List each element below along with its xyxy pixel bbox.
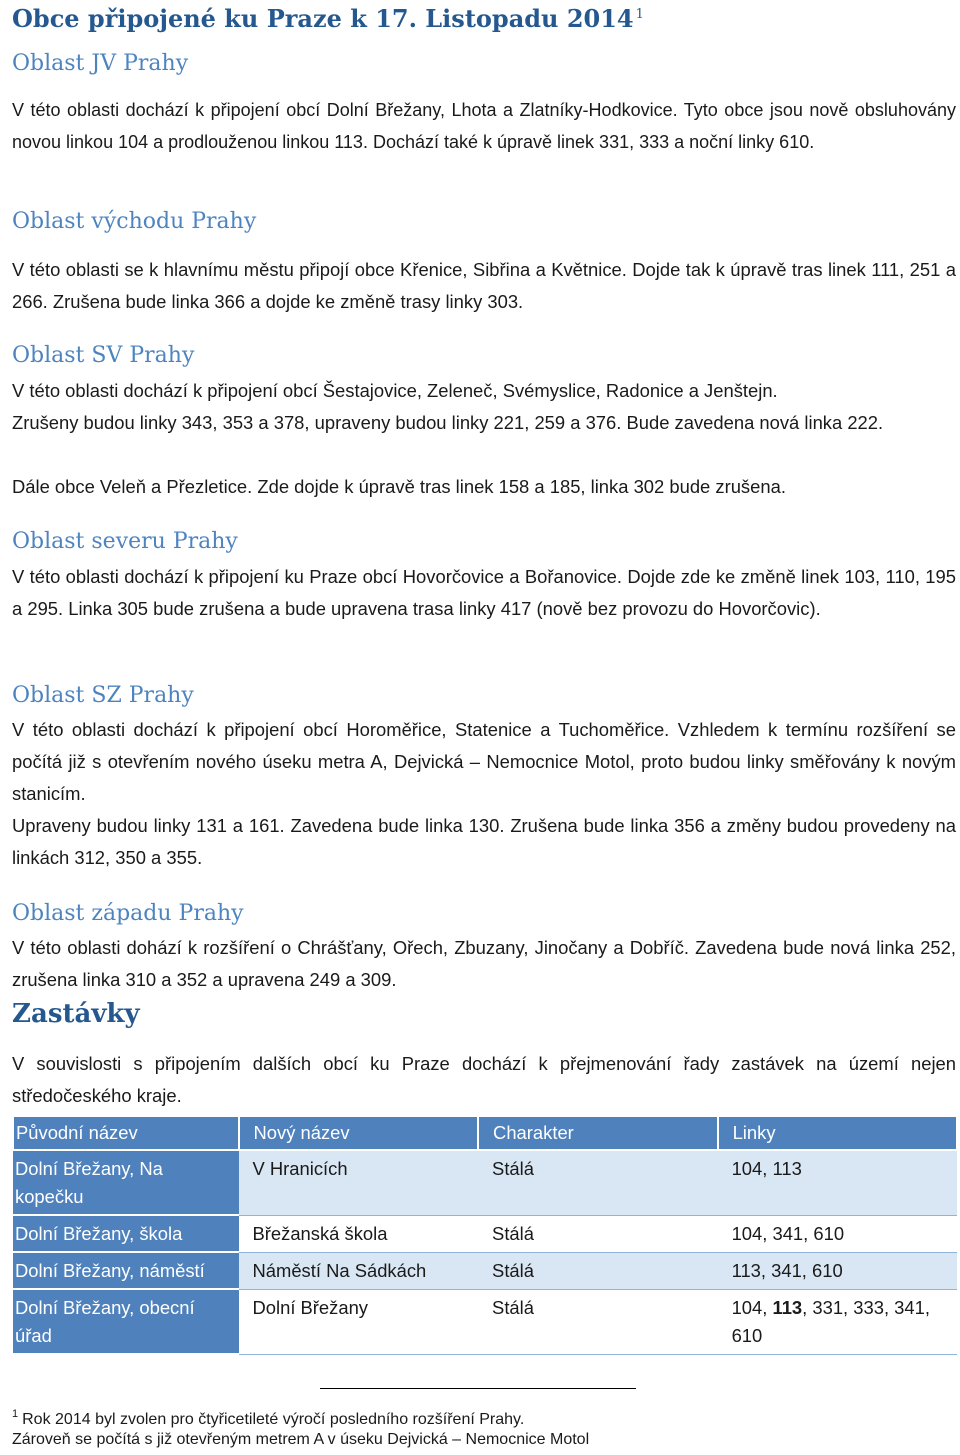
paragraph-sv-3: Dále obce Veleň a Přezletice. Zde dojde k úpravě tras linek 158 a 185, linka 302 bude zrušena. bbox=[12, 476, 786, 497]
cell-new-name: Náměstí Na Sádkách bbox=[239, 1252, 479, 1289]
table-row bbox=[13, 1252, 957, 1289]
cell-type: Stálá bbox=[478, 1150, 718, 1215]
footnote-separator bbox=[320, 1388, 636, 1389]
paragraph-sever: V této oblasti dochází k připojení ku Praze obcí Hovorčovice a Bořanovice. Dojde zde ke změně linek 103, 110, 195 a 295. Linka 305 bude zrušena a bude upravena trasa linky 417 (nově bez provozu do Hovorčovic). bbox=[12, 566, 956, 619]
cell-original-name: Dolní Břežany, Na kopečku bbox=[13, 1150, 239, 1215]
paragraph-jv: V této oblasti dochází k připojení obcí Dolní Břežany, Lhota a Zlatníky-Hodkovice. Tyto obce jsou nově obsluhovány novou linkou 104 a prodlouženou linkou 113. Dochází také k úpravě linek 331, 333 a noční linky 610. bbox=[12, 100, 956, 152]
cell-original-name: Dolní Břežany, obecní úřad bbox=[13, 1289, 239, 1354]
heading-sever: Oblast severu Prahy bbox=[12, 529, 238, 554]
cell-type: Stálá bbox=[478, 1289, 718, 1354]
footnote-number: 1 bbox=[12, 1408, 19, 1420]
column-header: Původní název bbox=[13, 1116, 239, 1150]
heading-zapad: Oblast západu Prahy bbox=[12, 901, 244, 926]
column-header: Charakter bbox=[478, 1116, 718, 1150]
heading-sv: Oblast SV Prahy bbox=[12, 343, 195, 368]
table-row bbox=[13, 1215, 957, 1252]
stops-rename-table bbox=[12, 1115, 958, 1355]
paragraph-sv-1: V této oblasti dochází k připojení obcí Šestajovice, Zeleneč, Svémyslice, Radonice a Jenštejn. bbox=[12, 380, 778, 401]
cell-original-name: Dolní Břežany, náměstí bbox=[13, 1252, 239, 1289]
cell-lines: 104, 341, 610 bbox=[718, 1215, 957, 1252]
heading-vychod: Oblast východu Prahy bbox=[12, 209, 257, 234]
page-title: Obce připojené ku Praze k 17. Listopadu 2014 $^1$ bbox=[12, 4, 644, 33]
paragraph-sv-2: Zrušeny budou linky 343, 353 a 378, upraveny budou linky 221, 259 a 376. Bude zavedena nová linka 222. bbox=[12, 412, 884, 433]
footnote-marker: 1 bbox=[635, 7, 644, 22]
paragraph-sz-1: V této oblasti dochází k připojení obcí Horoměřice, Statenice a Tuchoměřice. Vzhledem k termínu rozšíření se počítá již s otevřením nového úseku metra A, Dejvická – Nemocnice Motol, proto budou linky směřovány k novým stanicím. bbox=[12, 719, 956, 804]
table-row bbox=[13, 1150, 957, 1215]
cell-lines: 104, 113 bbox=[718, 1150, 957, 1215]
paragraph-zastavky: V souvislosti s připojením dalších obcí ku Praze dochází k přejmenování řady zastávek na území nejen středočeského kraje. bbox=[12, 1053, 956, 1106]
cell-new-name: V Hranicích bbox=[239, 1150, 479, 1215]
footnote-1: $^1$ Rok 2014 byl zvolen pro čtyřicetileté výročí posledního rozšíření Prahy. bbox=[12, 1408, 525, 1428]
cell-lines: 104, 113, 331, 333, 341, 610 bbox=[718, 1289, 957, 1354]
cell-type: Stálá bbox=[478, 1215, 718, 1252]
heading-sz: Oblast SZ Prahy bbox=[12, 683, 194, 708]
paragraph-zapad: V této oblasti dohází k rozšíření o Chrášťany, Ořech, Zbuzany, Jinočany a Dobříč. Zavedena bude nová linka 252, zrušena linka 310 a 352 a upravena 249 a 309. bbox=[12, 937, 956, 990]
column-header: Nový název bbox=[239, 1116, 479, 1150]
paragraph-sz-2: Upraveny budou linky 131 a 161. Zavedena bude linka 130. Zrušena bude linka 356 a změny budou provedeny na linkách 312, 350 a 355. bbox=[12, 815, 956, 868]
table-row bbox=[13, 1289, 957, 1354]
cell-new-name: Břežanská škola bbox=[239, 1215, 479, 1252]
footnote-2: Zároveň se počítá s již otevřeným metrem A v úseku Dejvická – Nemocnice Motol bbox=[12, 1431, 590, 1448]
heading-jv: Oblast JV Prahy bbox=[12, 51, 189, 76]
table-header-row bbox=[13, 1116, 957, 1150]
cell-type: Stálá bbox=[478, 1252, 718, 1289]
cell-new-name: Dolní Břežany bbox=[239, 1289, 479, 1354]
column-header: Linky bbox=[718, 1116, 957, 1150]
heading-zastavky: Zastávky bbox=[12, 999, 140, 1029]
cell-lines: 113, 341, 610 bbox=[718, 1252, 957, 1289]
cell-original-name: Dolní Břežany, škola bbox=[13, 1215, 239, 1252]
paragraph-vychod: V této oblasti se k hlavnímu městu připojí obce Křenice, Sibřina a Květnice. Dojde tak k úpravě tras linek 111, 251 a 266. Zrušena bude linka 366 a dojde ke změně trasy linky 303. bbox=[12, 259, 956, 312]
